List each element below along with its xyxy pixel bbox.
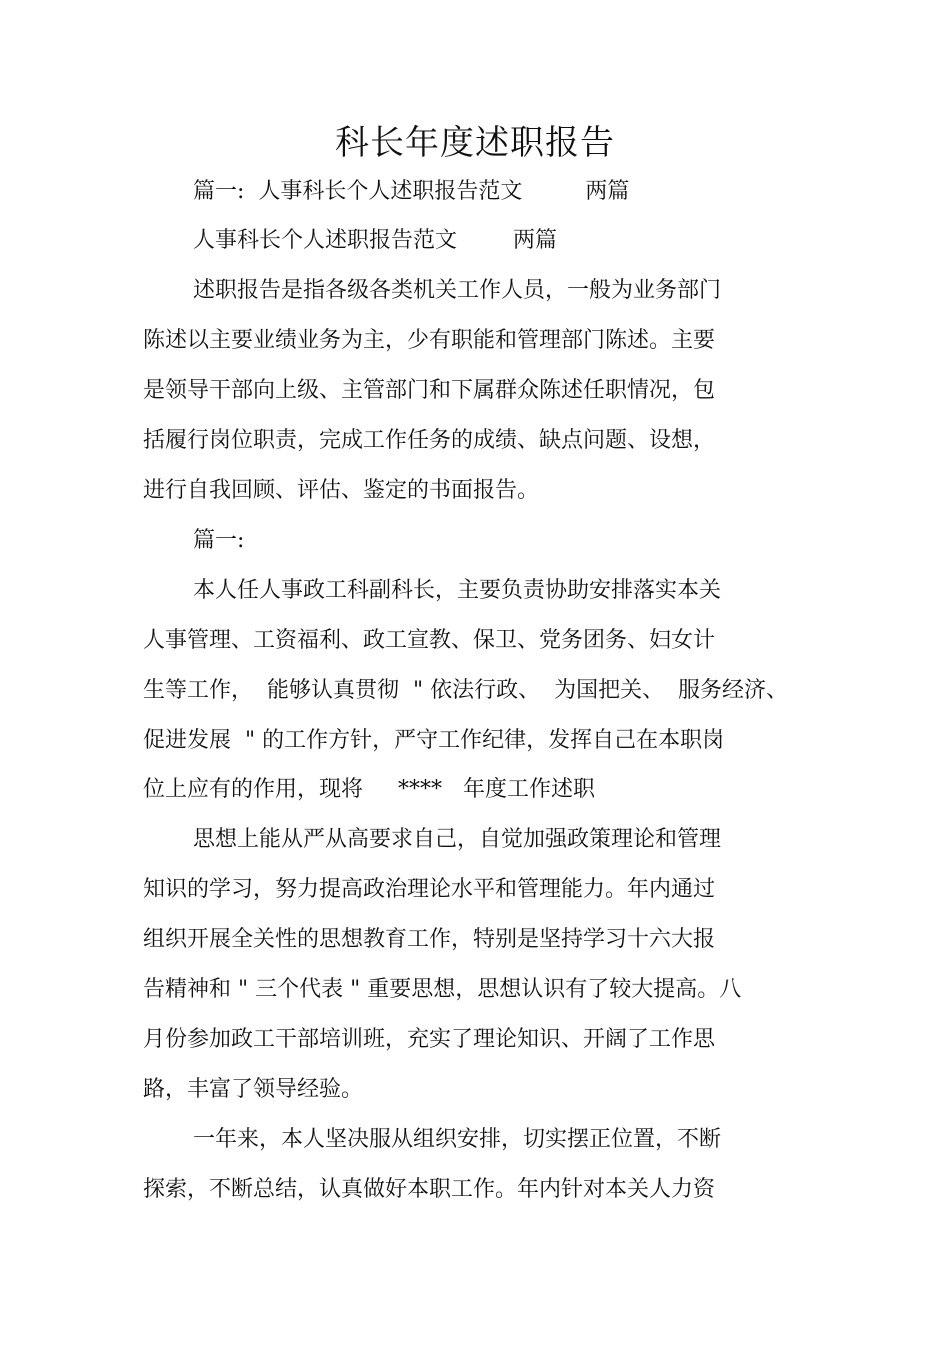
paragraph-line: 进行自我回顾、评估、鉴定的书面报告。 — [143, 478, 540, 503]
paragraph-line: 月份参加政工干部培训班，充实了理论知识、开阔了工作思 — [143, 1027, 716, 1052]
paragraph-line: 位上应有的作用，现将 **** 年度工作述职 — [143, 777, 595, 802]
paragraph-line: 路，丰富了领导经验。 — [143, 1077, 364, 1102]
paragraph-line: 思想上能从严从高要求自己，自觉加强政策理论和管理 — [193, 827, 722, 852]
paragraph-line: 知识的学习，努力提高政治理论水平和管理能力。年内通过 — [143, 877, 716, 902]
paragraph-line: 是领导干部向上级、主管部门和下属群众陈述任职情况，包 — [143, 378, 716, 403]
paragraph-line: 组织开展全关性的思想教育工作，特别是坚持学习十六大报 — [143, 927, 716, 952]
paragraph-line: 生等工作， 能够认真贯彻 " 依法行政、 为国把关、 服务经济、 — [143, 678, 789, 703]
section-heading: 篇一: — [193, 528, 245, 553]
paragraph-line: 人事管理、工资福利、政工宣教、保卫、党务团务、妇女计 — [143, 628, 716, 653]
paragraph-line: 陈述以主要业绩业务为主，少有职能和管理部门陈述。主要 — [143, 328, 716, 353]
paragraph-line: 探索，不断总结，认真做好本职工作。年内针对本关人力资 — [143, 1177, 716, 1202]
paragraph-line: 述职报告是指各级各类机关工作人员，一般为业务部门 — [193, 278, 722, 303]
document-title: 科长年度述职报告 — [335, 123, 615, 163]
paragraph-line: 括履行岗位职责，完成工作任务的成绩、缺点问题、设想， — [143, 428, 716, 453]
paragraph-line: 一年来，本人坚决服从组织安排，切实摆正位置，不断 — [193, 1127, 722, 1152]
paragraph-line: 告精神和 " 三个代表 " 重要思想，思想认识有了较大提高。八 — [143, 977, 742, 1002]
section-heading: 篇一: 人事科长个人述职报告范文 两篇 — [193, 179, 630, 204]
paragraph-line: 促进发展 " 的工作方针，严守工作纪律，发挥自己在本职岗 — [143, 728, 725, 753]
paragraph-line: 本人任人事政工科副科长，主要负责协助安排落实本关 — [193, 578, 722, 603]
subtitle-line: 人事科长个人述职报告范文 两篇 — [193, 228, 557, 253]
